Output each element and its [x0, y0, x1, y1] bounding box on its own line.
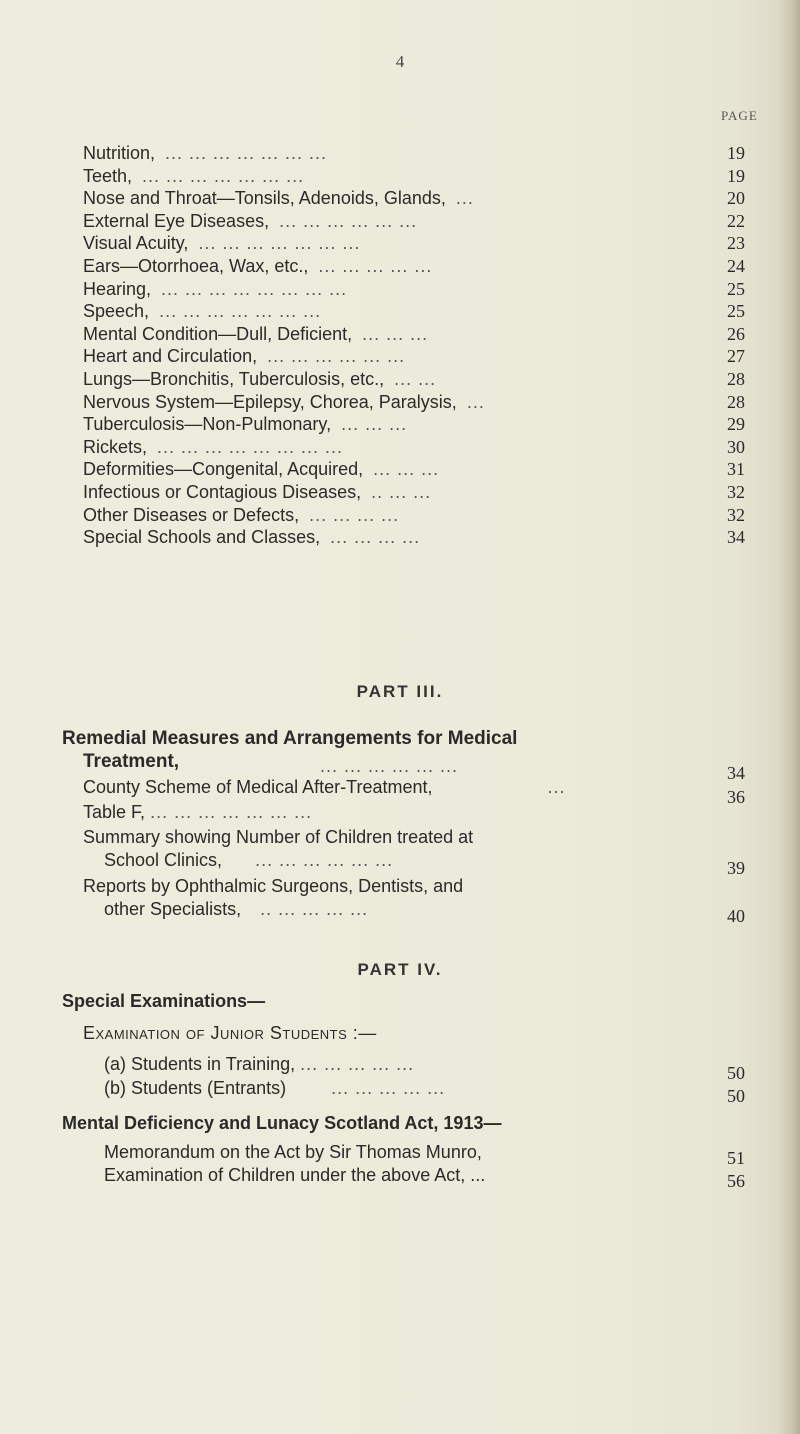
examination-children-entry: Examination of Children under the above Act, ...: [104, 1165, 486, 1185]
leader-dots: ... ... ... ... ...: [318, 256, 433, 276]
entry-page-number: 32: [727, 505, 745, 525]
page-column-label: PAGE: [721, 108, 758, 123]
leader-dots: .. ... ...: [371, 482, 432, 502]
entry-page-number: 25: [727, 301, 745, 321]
special-examinations: Special Examinations—: [62, 991, 266, 1011]
entry-page-number: 30: [727, 437, 745, 457]
county-scheme-title: County Scheme of Medical After-Treatment,: [83, 777, 433, 797]
examination-junior-students: Examination of Junior Students :—: [83, 1023, 377, 1043]
leader-dots: ... ... ... ... ... ...: [279, 211, 418, 231]
entry-page-number: 34: [727, 527, 745, 547]
leader-dots: .. ... ... ... ...: [260, 899, 369, 919]
contents-entry: [83, 165, 304, 187]
entry-title: Other Diseases or Defects,: [83, 505, 300, 525]
entry-title: Speech,: [83, 301, 150, 321]
contents-entry: [83, 255, 432, 277]
students-entrants-title: (b) Students (Entrants): [104, 1078, 287, 1098]
contents-entry: [83, 481, 431, 503]
entry-page-number: 27: [727, 346, 745, 366]
entry-title: Lungs—Bronchitis, Tuberculosis, etc.,: [83, 369, 385, 389]
entry-title: Mental Condition—Dull, Deficient,: [83, 324, 353, 344]
entry-page-number: 31: [727, 459, 745, 479]
entry-title: Infectious or Contagious Diseases,: [83, 482, 362, 502]
contents-entry: [83, 504, 399, 526]
students-training-title: (a) Students in Training,: [104, 1054, 296, 1074]
entry-page-number: 29: [727, 414, 745, 434]
reports-line1: Reports by Ophthalmic Surgeons, Dentists, and: [83, 876, 464, 896]
leader-dots: ... ... ... ... ... ... ...: [142, 166, 305, 186]
contents-entry: [83, 345, 405, 367]
memorandum-page: 51: [727, 1148, 745, 1168]
entry-page-number: 26: [727, 324, 745, 344]
entry-title: Tuberculosis—Non-Pulmonary,: [83, 414, 332, 434]
contents-entry: [83, 436, 343, 458]
examination-children-page: 56: [727, 1171, 745, 1191]
contents-entry: [83, 458, 439, 480]
entry-title: Nervous System—Epilepsy, Chorea, Paralysis,: [83, 392, 457, 412]
entry-page-number: 23: [727, 233, 745, 253]
students-entrants-entry: [104, 1077, 445, 1099]
leader-dots: ... ... ... ... ... ...: [255, 850, 394, 870]
leader-dots: ... ... ...: [341, 414, 408, 434]
summary-line1: Summary showing Number of Children treated at: [83, 827, 474, 847]
entry-page-number: 20: [727, 188, 745, 208]
leader-dots: ... ... ... ... ... ...: [267, 346, 406, 366]
leader-dots: ... ... ... ...: [309, 505, 400, 525]
entry-title: Hearing,: [83, 279, 152, 299]
contents-entry: [83, 526, 420, 548]
leader-dots: ...: [547, 777, 566, 797]
table-f-title: Table F,: [83, 802, 146, 822]
contents-entry: [83, 413, 407, 435]
contents-entry: [83, 232, 360, 254]
entry-title: Nose and Throat—Tonsils, Adenoids, Glands,: [83, 188, 446, 208]
contents-entry: [83, 210, 417, 232]
leader-dots: ... ... ... ... ... ... ...: [159, 301, 322, 321]
students-entrants-page: 50: [727, 1086, 745, 1106]
students-training-page: 50: [727, 1063, 745, 1083]
entry-title: Visual Acuity,: [83, 233, 189, 253]
contents-entry: [83, 300, 321, 322]
summary-title: School Clinics,: [104, 850, 223, 870]
county-scheme-page: 36: [727, 787, 745, 807]
mental-deficiency-heading: Mental Deficiency and Lunacy Scotland Act, 1913—: [62, 1113, 502, 1133]
contents-entry: [83, 368, 436, 390]
entry-title: Ears—Otorrhoea, Wax, etc.,: [83, 256, 309, 276]
entry-page-number: 28: [727, 392, 745, 412]
entry-page-number: 19: [727, 143, 745, 163]
county-scheme-entry: [83, 776, 566, 798]
remedial-measures-leader: [320, 755, 458, 777]
part-4-heading: PART IV.: [357, 960, 443, 979]
leader-dots: ... ... ... ... ... ... ...: [198, 233, 361, 253]
entry-title: External Eye Diseases,: [83, 211, 270, 231]
remedial-measures-line2: [83, 751, 179, 773]
reports-line2: [104, 898, 368, 920]
leader-dots: ...: [466, 392, 485, 412]
leader-dots: ... ... ...: [373, 459, 440, 479]
leader-dots: ... ...: [394, 369, 437, 389]
leader-dots: ... ... ... ... ...: [331, 1078, 446, 1098]
leader-dots: ... ... ... ... ...: [300, 1054, 415, 1074]
leader-dots: ... ... ... ... ... ... ... ...: [157, 437, 344, 457]
part-3-heading: PART III.: [356, 682, 444, 701]
leader-dots: ... ... ... ... ... ... ...: [150, 802, 313, 822]
entry-title: Nutrition,: [83, 143, 156, 163]
entry-title: Special Schools and Classes,: [83, 527, 321, 547]
entry-page-number: 25: [727, 279, 745, 299]
leader-dots: ... ... ... ... ... ... ... ...: [161, 279, 348, 299]
contents-entry: [83, 278, 347, 300]
leader-dots: ... ... ... ...: [330, 527, 421, 547]
leader-dots: ... ... ... ... ... ... ...: [165, 143, 328, 163]
contents-entry: [83, 187, 474, 209]
entry-page-number: 28: [727, 369, 745, 389]
entry-title: Rickets,: [83, 437, 148, 457]
reports-page: 40: [727, 906, 745, 926]
entry-page-number: 32: [727, 482, 745, 502]
entry-title: Heart and Circulation,: [83, 346, 258, 366]
entry-page-number: 19: [727, 166, 745, 186]
entry-page-number: 24: [727, 256, 745, 276]
students-training-entry: [104, 1053, 414, 1075]
table-f-entry: [83, 801, 312, 823]
page-edge-shadow: [778, 0, 800, 1434]
leader-dots: ... ... ... ... ... ...: [320, 756, 459, 776]
summary-page: 39: [727, 858, 745, 878]
entry-title: Teeth,: [83, 166, 133, 186]
remedial-measures-line1: Remedial Measures and Arrangements for Medical: [62, 728, 518, 749]
reports-title: other Specialists,: [104, 899, 242, 919]
page-number: 4: [395, 52, 405, 71]
remedial-measures-page: 34: [727, 763, 745, 783]
entry-title: Deformities—Congenital, Acquired,: [83, 459, 364, 479]
contents-entry: [83, 391, 485, 413]
summary-line2: [104, 849, 393, 871]
leader-dots: ...: [455, 188, 474, 208]
entry-page-number: 22: [727, 211, 745, 231]
memorandum-entry: Memorandum on the Act by Sir Thomas Munro,: [104, 1142, 482, 1162]
contents-entry: [83, 323, 428, 345]
contents-entry: [83, 142, 327, 164]
leader-dots: ... ... ...: [362, 324, 429, 344]
remedial-measures-title: Treatment,: [83, 751, 180, 772]
